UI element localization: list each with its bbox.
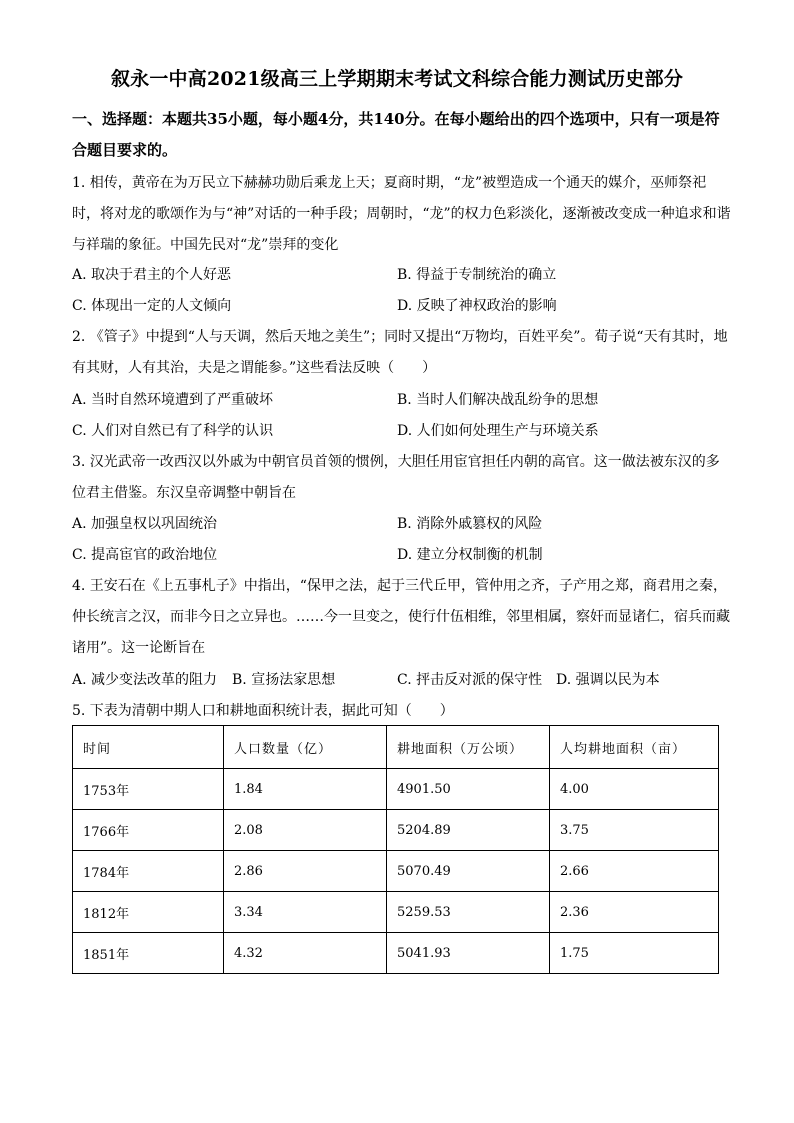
question-4-option-d[interactable]: D. 强调以民为本 [556, 672, 660, 688]
question-1-option-b[interactable]: B. 得益于专制统治的确立 [397, 267, 557, 283]
table-cell: 4901.50 [387, 769, 550, 810]
table-cell: 5041.93 [387, 933, 550, 974]
question-2-option-a[interactable]: A. 当时自然环境遭到了严重破坏 [72, 392, 274, 408]
question-2-option-d[interactable]: D. 人们如何处理生产与环境关系 [397, 423, 599, 439]
table-cell: 5070.49 [387, 851, 550, 892]
table-cell: 1.75 [550, 933, 719, 974]
table-header-cell: 耕地面积（万公顷） [387, 726, 550, 769]
table-cell: 2.66 [550, 851, 719, 892]
question-1-stem: 1. 相传，黄帝在为万民立下赫赫功勋后乘龙上天；夏商时期，“龙”被塑造成一个通天的媒介，巫师祭祀时，将对龙的歌颂作为与“神”对话的一种手段；周朝时，“龙”的权力色彩淡化，逐渐被改变成一种追求和谐与祥瑞的象征。中国先民对“龙”崇拜的变化 [72, 175, 731, 253]
table-cell: 2.86 [224, 851, 387, 892]
population-farmland-table [72, 725, 719, 974]
table-cell: 5204.89 [387, 810, 550, 851]
table-cell: 1812年 [73, 892, 224, 933]
question-1-option-a[interactable]: A. 取决于君主的个人好恶 [72, 267, 232, 283]
question-4-option-a[interactable]: A. 减少变法改革的阻力 [72, 672, 218, 688]
table-row [73, 769, 719, 810]
question-3-option-b[interactable]: B. 消除外戚篡权的风险 [397, 516, 543, 532]
question-3-option-c[interactable]: C. 提高宦官的政治地位 [72, 547, 218, 563]
page-title: 叙永一中高2021级高三上学期期末考试文科综合能力测试历史部分 [110, 68, 684, 90]
table-row [73, 933, 719, 974]
table-header-cell: 人口数量（亿） [224, 726, 387, 769]
table-cell: 2.36 [550, 892, 719, 933]
table-row [73, 892, 719, 933]
question-4-option-b[interactable]: B. 宣扬法家思想 [232, 672, 336, 688]
table-cell: 1.84 [224, 769, 387, 810]
question-3-option-a[interactable]: A. 加强皇权以巩固统治 [72, 516, 218, 532]
table-header-cell: 时间 [73, 726, 224, 769]
question-3-option-d[interactable]: D. 建立分权制衡的机制 [397, 547, 543, 563]
table-cell: 3.34 [224, 892, 387, 933]
table-row [73, 810, 719, 851]
question-2-option-b[interactable]: B. 当时人们解决战乱纷争的思想 [397, 392, 599, 408]
table-header-cell: 人均耕地面积（亩） [550, 726, 719, 769]
table-cell: 4.00 [550, 769, 719, 810]
table-cell: 1753年 [73, 769, 224, 810]
section-heading: 一、选择题：本题共35小题，每小题4分，共140分。在每小题给出的四个选项中，只有一项是符合题目要求的。 [72, 110, 720, 159]
question-1-option-c[interactable]: C. 体现出一定的人文倾向 [72, 298, 232, 314]
table-cell: 4.32 [224, 933, 387, 974]
question-2-stem: 2. 《管子》中提到“人与天调，然后天地之美生”；同时又提出“万物均，百姓平矣”。荀子说“天有其时，地有其财，人有其治，夫是之谓能参。”这些看法反映（ ） [72, 329, 728, 376]
question-5-stem: 5. 下表为清朝中期人口和耕地面积统计表，据此可知（ ） [72, 703, 454, 719]
table-header-row [73, 726, 719, 769]
table-cell: 1851年 [73, 933, 224, 974]
question-2-option-c[interactable]: C. 人们对自然已有了科学的认识 [72, 423, 274, 439]
table-cell: 2.08 [224, 810, 387, 851]
table-cell: 1784年 [73, 851, 224, 892]
table-cell: 1766年 [73, 810, 224, 851]
table-cell: 3.75 [550, 810, 719, 851]
question-1-option-d[interactable]: D. 反映了神权政治的影响 [397, 298, 557, 314]
question-4-stem: 4. 王安石在《上五事札子》中指出，“保甲之法，起于三代丘甲，管仲用之齐，子产用之郑，商君用之秦，仲长统言之汉，而非今日之立异也。……今一旦变之，使行什伍相维，邻里相属，察奸而显诸仁，宿兵而藏诸用”。这一论断旨在 [72, 578, 730, 656]
question-4-option-c[interactable]: C. 抨击反对派的保守性 [397, 672, 543, 688]
table-row [73, 851, 719, 892]
question-3-stem: 3. 汉光武帝一改西汉以外戚为中朝官员首领的惯例，大胆任用宦官担任内朝的高官。这一做法被东汉的多位君主借鉴。东汉皇帝调整中朝旨在 [72, 454, 720, 501]
table-cell: 5259.53 [387, 892, 550, 933]
